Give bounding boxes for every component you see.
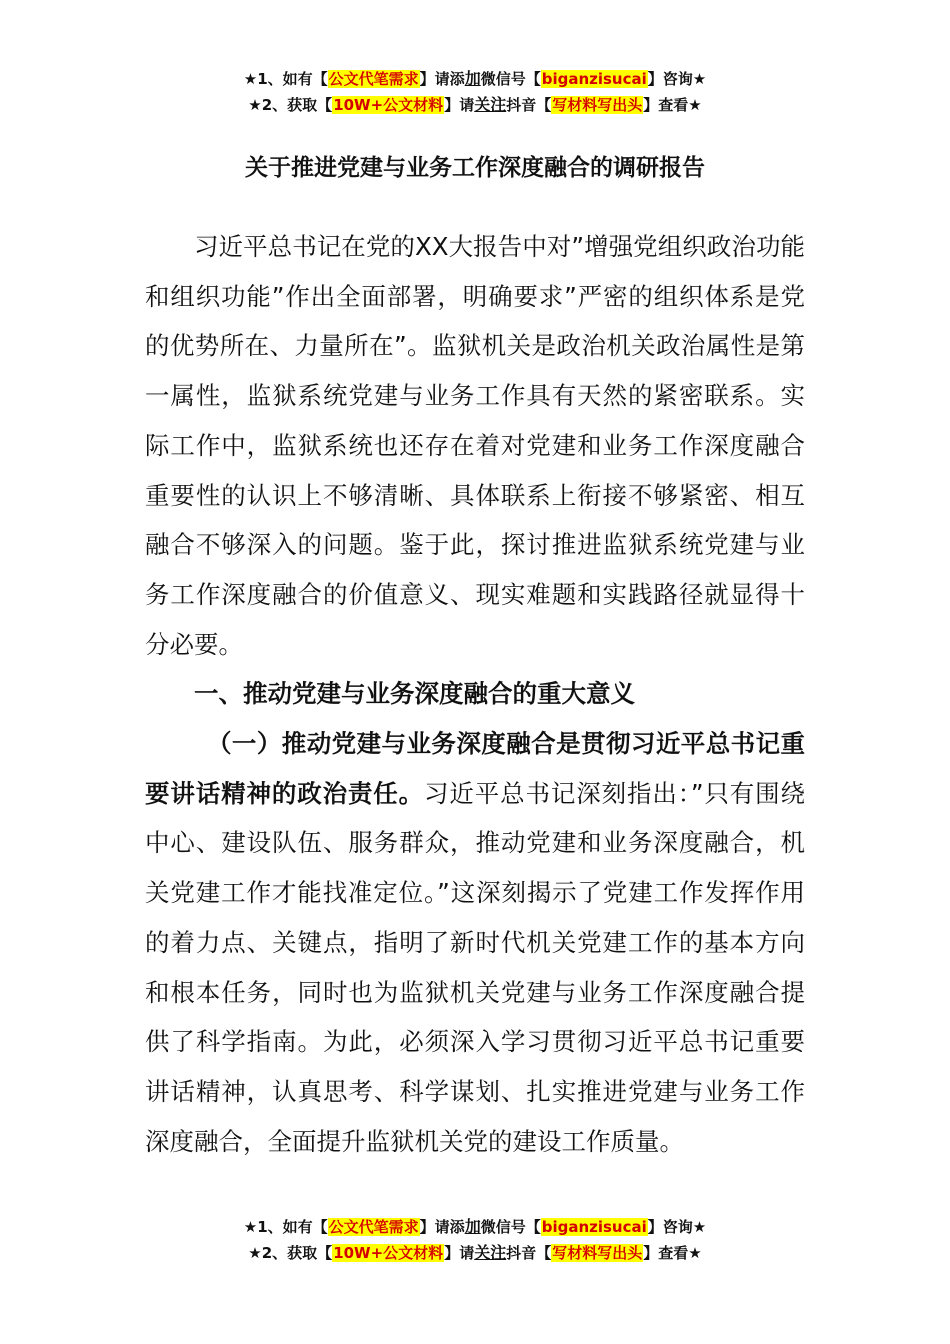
banner-text: 】咨询★ bbox=[647, 1218, 707, 1236]
banner-text: 】请添 bbox=[419, 70, 465, 88]
document-body bbox=[145, 222, 805, 1166]
banner-highlight: 10W+公文材料 bbox=[333, 96, 444, 114]
banner-highlight: 10W+公文材料 bbox=[333, 1244, 444, 1262]
banner-text: 抖音【 bbox=[506, 96, 552, 114]
banner-text: 微信号【 bbox=[480, 70, 541, 88]
banner-text: 微信号【 bbox=[480, 1218, 541, 1236]
banner-emphasis: 关注 bbox=[474, 95, 507, 114]
banner-emphasis: 关注 bbox=[474, 1243, 507, 1262]
banner-text: 】查看★ bbox=[643, 96, 702, 114]
header-banner bbox=[0, 66, 950, 118]
banner-line-1 bbox=[0, 66, 950, 92]
banner-line-2 bbox=[0, 92, 950, 118]
banner-text: 】查看★ bbox=[643, 1244, 702, 1262]
banner-text: 】请 bbox=[444, 1244, 475, 1262]
footer-banner bbox=[0, 1214, 950, 1266]
subsection-heading: （一）推动党建与业务深度融合是贯彻习近平总书记重要讲话精神的政治责任。 bbox=[145, 729, 805, 808]
banner-emphasis: 加 bbox=[464, 69, 481, 88]
banner-emphasis: 加 bbox=[464, 1217, 481, 1236]
subsection-paragraph bbox=[145, 719, 805, 1166]
banner-highlight: biganzisucai bbox=[541, 70, 647, 88]
banner-text: 】请添 bbox=[419, 1218, 465, 1236]
banner-text: ★1、如有【 bbox=[243, 1218, 328, 1236]
intro-paragraph: 习近平总书记在党的XX大报告中对”增强党组织政治功能和组织功能”作出全面部署，明确要求”严密的组织体系是党的优势所在、力量所在”。监狱机关是政治机关政治属性是第一属性，监狱系统党建与业务工作具有天然的紧密联系。实际工作中，监狱系统也还存在着对党建和业务工作深度融合重要性的认识上不够清晰、具体联系上衔接不够紧密、相互融合不够深入的问题。鉴于此，探讨推进监狱系统党建与业务工作深度融合的价值意义、现实难题和实践路径就显得十分必要。 bbox=[145, 232, 805, 659]
banner-highlight: 公文代笔需求 bbox=[328, 1218, 419, 1236]
banner-highlight: 写材料写出头 bbox=[552, 96, 643, 114]
banner-text: ★2、获取【 bbox=[248, 1244, 333, 1262]
banner-text: ★2、获取【 bbox=[248, 96, 333, 114]
banner-highlight: biganzisucai bbox=[541, 1218, 647, 1236]
banner-line-2 bbox=[0, 1240, 950, 1266]
banner-line-1 bbox=[0, 1214, 950, 1240]
banner-highlight: 公文代笔需求 bbox=[328, 70, 419, 88]
banner-text: 】咨询★ bbox=[647, 70, 707, 88]
banner-text: 抖音【 bbox=[506, 1244, 552, 1262]
section-heading: 一、推动党建与业务深度融合的重大意义 bbox=[194, 679, 635, 709]
subsection-body: 习近平总书记深刻指出：”只有围绕中心、建设队伍、服务群众，推动党建和业务深度融合，机关党建工作才能找准定位。”这深刻揭示了党建工作发挥作用的着力点、关键点，指明了新时代机关党建工作的基本方向和根本任务，同时也为监狱机关党建与业务工作深度融合提供了科学指南。为此，必须深入学习贯彻习近平总书记重要讲话精神，认真思考、科学谋划、扎实推进党建与业务工作深度融合，全面提升监狱机关党的建设工作质量。 bbox=[145, 778, 805, 1156]
banner-text: 】请 bbox=[444, 96, 475, 114]
banner-highlight: 写材料写出头 bbox=[552, 1244, 643, 1262]
document-title: 关于推进党建与业务工作深度融合的调研报告 bbox=[245, 155, 705, 181]
banner-text: ★1、如有【 bbox=[243, 70, 328, 88]
